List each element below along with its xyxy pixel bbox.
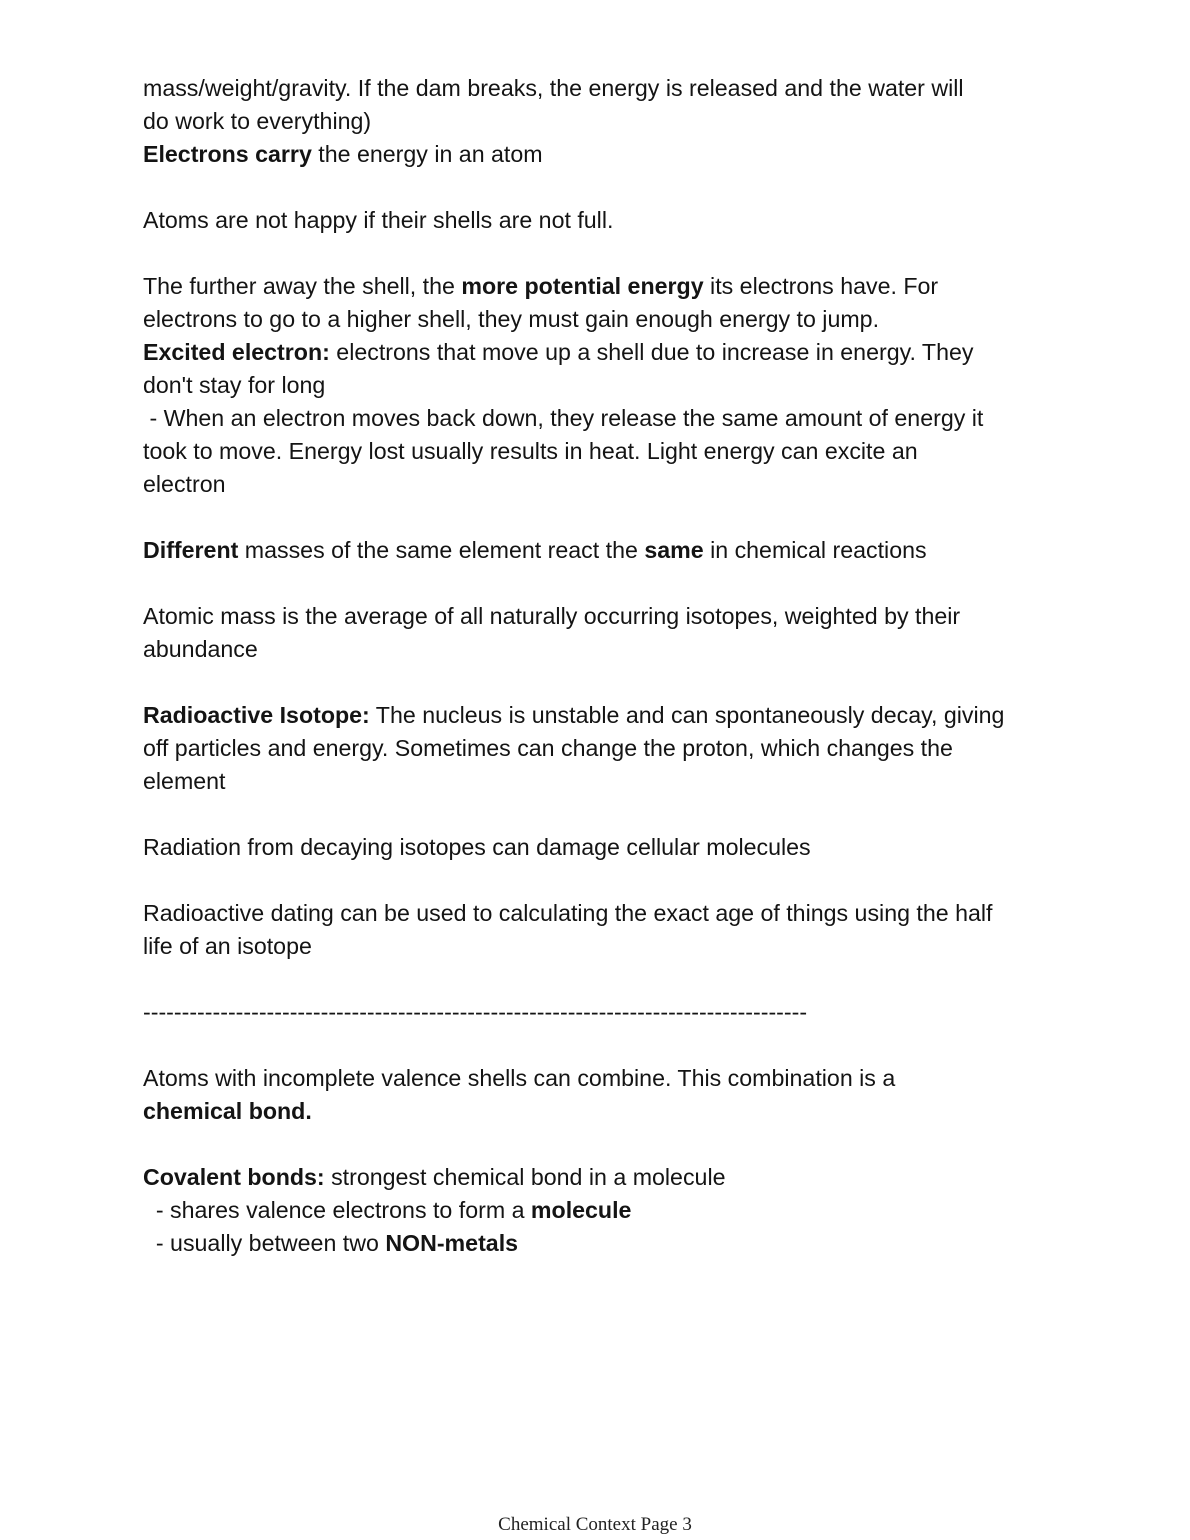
text-line: off particles and energy. Sometimes can change the proton, which changes the xyxy=(143,735,953,761)
text-line: Radioactive Isotope: The nucleus is unstable and can spontaneously decay, giving xyxy=(143,702,1005,728)
text-line: electrons to go to a higher shell, they must gain enough energy to jump. xyxy=(143,306,880,332)
text-line: took to move. Energy lost usually results in heat. Light energy can excite an xyxy=(143,438,918,464)
text-line: abundance xyxy=(143,636,258,662)
bold-term: Radioactive Isotope: xyxy=(143,702,370,728)
text-line: life of an isotope xyxy=(143,933,312,959)
text-line: - shares valence electrons to form a molecule xyxy=(143,1197,632,1223)
text-line: - When an electron moves back down, they release the same amount of energy it xyxy=(143,405,984,431)
text-line: Atomic mass is the average of all naturally occurring isotopes, weighted by their xyxy=(143,603,961,629)
text-line: Covalent bonds: strongest chemical bond in a molecule xyxy=(143,1164,726,1190)
text-line: Radiation from decaying isotopes can damage cellular molecules xyxy=(143,834,811,860)
bold-term: Covalent bonds: xyxy=(143,1164,325,1190)
bold-term: Different xyxy=(143,537,239,563)
page-footer: Chemical Context Page 3 xyxy=(498,1514,692,1535)
divider-line: -------------------------------------------------------------------------------------- xyxy=(143,999,808,1025)
bold-term: same xyxy=(644,537,704,563)
text-line: Atoms with incomplete valence shells can combine. This combination is a xyxy=(143,1065,896,1091)
bold-term: NON-metals xyxy=(385,1230,519,1256)
bold-term: Electrons carry xyxy=(143,141,312,167)
text-line: element xyxy=(143,768,226,794)
text-line: don't stay for long xyxy=(143,372,326,398)
text-line: - usually between two NON-metals xyxy=(143,1230,519,1256)
text-line: Electrons carry the energy in an atom xyxy=(143,141,543,167)
bold-term: Excited electron: xyxy=(143,339,330,365)
page-content xyxy=(143,72,1063,1260)
text-line: Different masses of the same element react the same in chemical reactions xyxy=(143,537,927,563)
text-line: mass/weight/gravity. If the dam breaks, the energy is released and the water will xyxy=(143,75,964,101)
text-line: do work to everything) xyxy=(143,108,372,134)
bold-term: molecule xyxy=(530,1197,632,1223)
text-line xyxy=(143,1095,1063,1128)
text-line: Atoms are not happy if their shells are not full. xyxy=(143,207,614,233)
bold-term: chemical bond. xyxy=(143,1098,312,1124)
text-line: The further away the shell, the more potential energy its electrons have. For xyxy=(143,273,939,299)
text-line: Excited electron: electrons that move up a shell due to increase in energy. They xyxy=(143,339,974,365)
text-line: electron xyxy=(143,471,226,497)
text-line: Radioactive dating can be used to calculating the exact age of things using the half xyxy=(143,900,993,926)
bold-term: more potential energy xyxy=(461,273,704,299)
